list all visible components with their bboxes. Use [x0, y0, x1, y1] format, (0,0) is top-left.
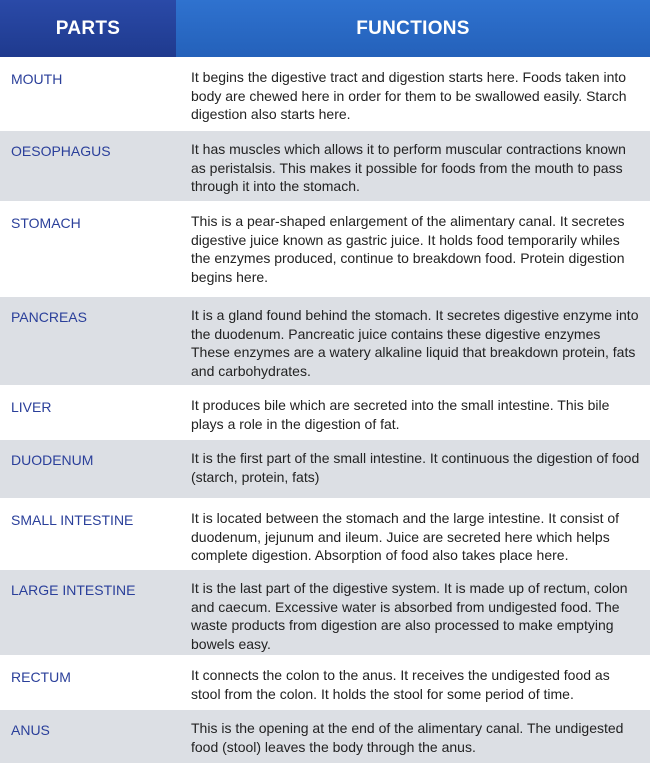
part-function: It connects the colon to the anus. It receives the undigested food as stool from the colon. It holds the stool for some period of time. [191, 667, 610, 702]
part-function: It has muscles which allows it to perform muscular contractions known as peristalsis. This makes it possible for foods from the mouth to pass through it into the stomach. [191, 141, 626, 194]
table-row [0, 129, 650, 201]
part-function: It is located between the stomach and the large intestine. It consist of duodenum, jejunum and ileum. Juice are secreted here which helps complete digestion. Absorption of food also takes place here. [191, 510, 620, 563]
part-function: It produces bile which are secreted into the small intestine. This bile plays a role in the digestion of fat. [191, 397, 610, 432]
part-name: LIVER [11, 399, 52, 415]
part-name: RECTUM [11, 669, 71, 685]
part-name: DUODENUM [11, 452, 94, 468]
table-row [0, 655, 650, 708]
part-function: It is a gland found behind the stomach. It secretes digestive enzyme into the duodenum. Pancreatic juice contains these digestive enzymes These enzymes are a watery alkaline liquid that breakdown protein, fats and carbohydrates. [191, 307, 639, 379]
table-row [0, 201, 650, 295]
table-row [0, 385, 650, 438]
part-function: This is the opening at the end of the alimentary canal. The undigested food (stool) leaves the body through the anus. [191, 720, 624, 755]
part-name: SMALL INTESTINE [11, 512, 134, 528]
part-name: OESOPHAGUS [11, 143, 111, 159]
parts-column-header: PARTS [0, 0, 176, 57]
table-header [0, 0, 650, 57]
part-function: It begins the digestive tract and digestion starts here. Foods taken into body are chewed here in order for them to be swallowed easily. Starch digestion also starts here. [191, 69, 627, 122]
table-row [0, 438, 650, 498]
table-row [0, 568, 650, 655]
table-row [0, 295, 650, 385]
part-name: LARGE INTESTINE [11, 582, 136, 598]
table-row [0, 498, 650, 568]
part-function: It is the last part of the digestive system. It is made up of rectum, colon and caecum. Excessive water is absorbed from undigested food. The waste products from digestion are also processed to make emptying bowels easy. [191, 580, 628, 652]
table-body [0, 57, 650, 763]
part-function: It is the first part of the small intestine. It continuous the digestion of food (starch, protein, fats) [191, 450, 640, 485]
part-name: PANCREAS [11, 309, 87, 325]
functions-column-header: FUNCTIONS [176, 0, 650, 57]
part-name: STOMACH [11, 215, 81, 231]
part-name: ANUS [11, 722, 50, 738]
part-function: This is a pear-shaped enlargement of the alimentary canal. It secretes digestive juice known as gastric juice. It holds food temporarily whiles the enzymes produced, continue to breakdown food. Protein digestion begins here. [191, 213, 625, 285]
table-row [0, 57, 650, 129]
table-row [0, 708, 650, 763]
part-name: MOUTH [11, 71, 63, 87]
